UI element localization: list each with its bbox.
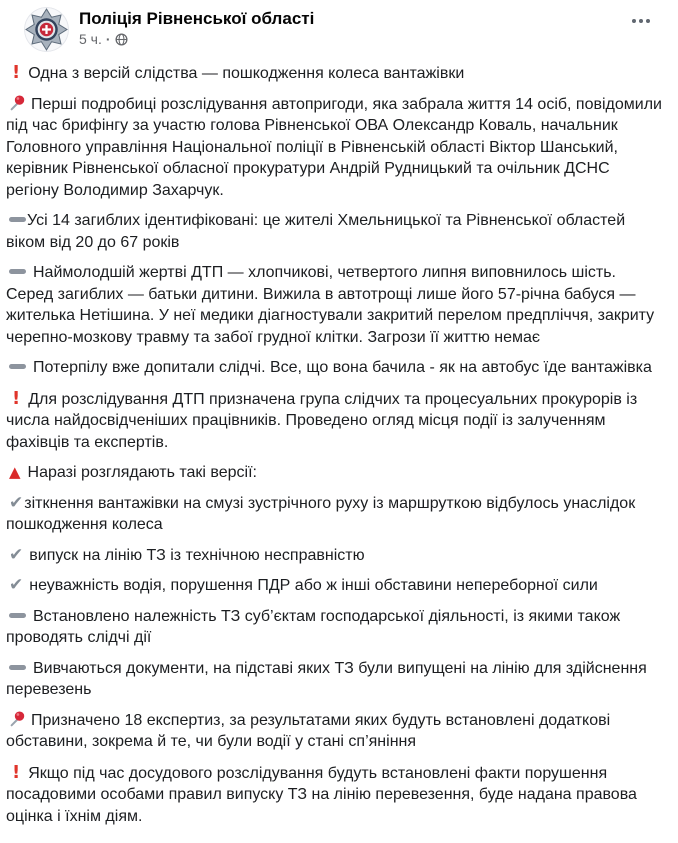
post-meta-row [79,31,626,48]
pin-icon [8,710,26,728]
dash-icon [9,217,26,222]
pin-icon [8,94,26,112]
exclamation-icon: ! [12,761,21,783]
post-body [0,58,678,843]
paragraph-text: Усі 14 загиблих ідентифіковані: це жителі Хмельницької та Рівненської областей віком від 20 до 67 років [6,212,626,251]
dash-icon [9,269,26,274]
post-paragraph [6,575,666,597]
paragraph-text: Наймолодшій жертві ДТП — хлопчикові, четвертого липня виповнилось шість. Серед загиблих — батьки дитини. Вижила в автотрощі лише його 57-річна бабуся — жителька Нетішина. У неї медики діагностували закритий перелом предпліччя, закриту черепно-мозкову травму та забої грудної клітки. Загрози її життю немає [6,264,655,346]
exclamation-icon: ! [12,387,21,409]
post-paragraph [6,388,666,454]
post-paragraph [6,762,666,828]
post-paragraph [6,658,666,701]
more-options-button[interactable] [626,7,656,35]
timestamp-link[interactable]: 5 ч. [79,31,102,47]
check-icon: ✔ [9,544,24,565]
paragraph-text: неуважність водія, порушення ПДР або ж інші обставини непереборної сили [29,577,598,594]
post-paragraph [6,357,666,379]
dash-icon [9,613,26,618]
paragraph-text: випуск на лінію ТЗ із технічною несправністю [29,546,365,564]
post-paragraph [6,462,666,484]
paragraph-text: Якщо під час досудового розслідування будуть встановлені факти порушення посадовими особами правил випуску ТЗ на лінію перевезення, буде надана правова оцінка і їхнім діям. [6,764,637,825]
post-header [0,0,678,58]
paragraph-text: Призначено 18 експертиз, за результатами яких будуть встановлені додаткові обставини, зокрема й те, чи були водії у стані сп’яніння [6,711,611,750]
police-badge-icon [24,7,69,52]
page-avatar[interactable] [24,7,69,52]
dash-icon [9,665,26,670]
meta-separator: · [105,31,111,47]
header-meta [79,7,626,48]
paragraph-text: Для розслідування ДТП призначена група слідчих та процесуальних прокурорів із числа найдосвідченіших працівників. Проведено огляд місця події із залученням фахівців та експертів. [6,390,638,451]
triangle-icon: ▲ [9,463,21,481]
paragraph-text: Вивчаються документи, на підставі яких ТЗ були випущені на лінію для здійснення перевезень [6,659,647,698]
dot [646,19,650,23]
post-paragraph [6,545,666,567]
post-paragraph [6,62,666,85]
dash-icon [9,364,26,369]
post-paragraph [6,262,666,348]
check-icon: ✔ [9,492,24,513]
exclamation-icon: ! [12,62,21,83]
paragraph-text: Встановлено належність ТЗ суб’єктам господарської діяльності, із якими також проводять слідчі дії [6,607,621,646]
page-name-link[interactable]: Поліція Рівненської області [79,9,315,28]
paragraph-text: зіткнення вантажівки на смузі зустрічного руху із маршруткою відбулось унаслідок пошкодження колеса [6,494,636,533]
paragraph-text: Перші подробиці розслідування автопригоди, яка забрала життя 14 осіб, повідомили під час брифінгу за участю голова Рівненської ОВА Олександр Коваль, начальник Головного управління Національної поліції в Рівненській області Віктор Шанський, керівник Рівненської обласної прокуратури Андрій Рудницький та очільник ДСНС регіону Володимир Захарчук. [6,95,662,199]
paragraph-text: Потерпілу вже допитали слідчі. Все, що вона бачила - як на автобус їде вантажівка [33,359,652,376]
check-icon: ✔ [9,575,24,595]
dot [632,19,636,23]
globe-privacy-icon [115,33,128,46]
post-paragraph [6,210,666,253]
post-paragraph [6,606,666,649]
paragraph-text: Наразі розглядають такі версії: [27,464,257,481]
post-paragraph [6,493,666,536]
dot [639,19,643,23]
paragraph-text: Одна з версій слідства — пошкодження колеса вантажівки [28,65,465,82]
post-paragraph [6,710,666,753]
post-paragraph [6,94,666,202]
